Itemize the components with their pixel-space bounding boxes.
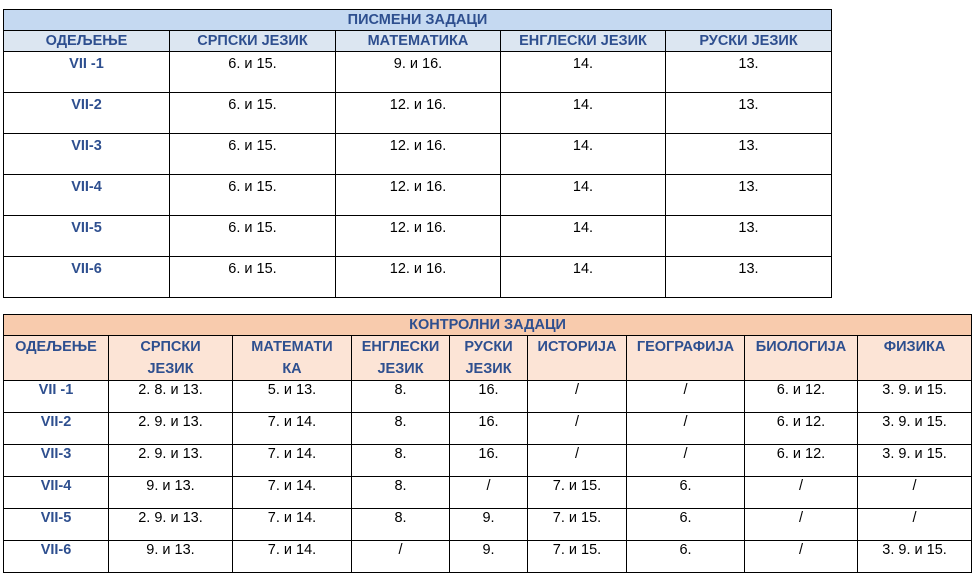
date-cell: 14.	[501, 216, 666, 257]
date-cell: 6. и 15.	[170, 257, 336, 298]
class-cell: VII-4	[4, 477, 109, 509]
date-cell: 12. и 16.	[336, 93, 501, 134]
date-cell: /	[745, 477, 858, 509]
column-header-line: ЈЕЗИК	[147, 361, 194, 377]
class-cell: VII-6	[4, 541, 109, 573]
table-row	[4, 477, 972, 509]
date-cell: /	[528, 381, 627, 413]
date-cell: 3. 9. и 15.	[858, 381, 972, 413]
date-cell: 16.	[450, 381, 528, 413]
date-cell: 3. 9. и 15.	[858, 541, 972, 573]
date-cell: 7. и 14.	[233, 509, 352, 541]
date-cell: 8.	[352, 445, 450, 477]
control-tests-title: КОНТРОЛНИ ЗАДАЦИ	[4, 315, 972, 336]
date-cell: 13.	[666, 52, 832, 93]
date-cell: 6.	[627, 541, 745, 573]
date-cell: 14.	[501, 52, 666, 93]
date-cell: 6. и 15.	[170, 175, 336, 216]
date-cell: 6. и 15.	[170, 134, 336, 175]
date-cell: 8.	[352, 509, 450, 541]
column-header-line: ЈЕЗИК	[465, 361, 512, 377]
date-cell: 14.	[501, 93, 666, 134]
date-cell: /	[528, 413, 627, 445]
date-cell: 13.	[666, 216, 832, 257]
class-cell: VII-3	[4, 445, 109, 477]
column-header-line: ФИЗИКА	[883, 339, 946, 355]
written-tests-table	[3, 9, 832, 298]
date-cell: 3. 9. и 15.	[858, 445, 972, 477]
column-header	[233, 336, 352, 381]
date-cell: 7. и 14.	[233, 541, 352, 573]
date-cell: 7. и 15.	[528, 509, 627, 541]
column-header: РУСКИ ЈЕЗИК	[666, 31, 832, 52]
date-cell: 9. и 13.	[109, 541, 233, 573]
date-cell: /	[858, 509, 972, 541]
date-cell: 9.	[450, 509, 528, 541]
date-cell: 6. и 12.	[745, 445, 858, 477]
table-row	[4, 216, 832, 257]
class-cell: VII-6	[4, 257, 170, 298]
column-header	[4, 336, 109, 381]
column-header	[352, 336, 450, 381]
column-header	[745, 336, 858, 381]
table-row	[4, 381, 972, 413]
column-header-line: МАТЕМАТИ	[251, 339, 333, 355]
table-row	[4, 175, 832, 216]
table-row	[4, 413, 972, 445]
class-cell: VII-5	[4, 509, 109, 541]
date-cell: 6. и 15.	[170, 93, 336, 134]
date-cell: 2. 9. и 13.	[109, 413, 233, 445]
date-cell: 3. 9. и 15.	[858, 413, 972, 445]
date-cell: 5. и 13.	[233, 381, 352, 413]
date-cell: 14.	[501, 134, 666, 175]
date-cell: 7. и 15.	[528, 477, 627, 509]
column-header-line: КА	[282, 361, 302, 377]
table-row	[4, 445, 972, 477]
date-cell: 9. и 16.	[336, 52, 501, 93]
date-cell: 2. 9. и 13.	[109, 445, 233, 477]
date-cell: 12. и 16.	[336, 134, 501, 175]
column-header	[627, 336, 745, 381]
date-cell: 12. и 16.	[336, 216, 501, 257]
control-tests-table	[3, 314, 972, 573]
date-cell: /	[745, 541, 858, 573]
column-header: МАТЕМАТИКА	[336, 31, 501, 52]
date-cell: 7. и 14.	[233, 477, 352, 509]
date-cell: 6. и 12.	[745, 381, 858, 413]
date-cell: /	[528, 445, 627, 477]
table-row	[4, 509, 972, 541]
date-cell: 13.	[666, 175, 832, 216]
date-cell: 12. и 16.	[336, 257, 501, 298]
column-header	[528, 336, 627, 381]
column-header-line: ЈЕЗИК	[377, 361, 424, 377]
column-header-line: БИОЛОГИЈА	[755, 339, 847, 355]
date-cell: 6.	[627, 509, 745, 541]
column-header-line: СРПСКИ	[140, 339, 201, 355]
date-cell: /	[450, 477, 528, 509]
date-cell: /	[352, 541, 450, 573]
written-tests-title: ПИСМЕНИ ЗАДАЦИ	[4, 10, 832, 31]
table-row	[4, 52, 832, 93]
date-cell: 9.	[450, 541, 528, 573]
table-row	[4, 257, 832, 298]
column-header-line: РУСКИ	[464, 339, 513, 355]
column-header-line: ЕНГЛЕСКИ	[361, 339, 440, 355]
date-cell: 7. и 14.	[233, 413, 352, 445]
class-cell: VII-2	[4, 413, 109, 445]
column-header-line: ГЕОГРАФИЈА	[636, 339, 735, 355]
date-cell: 7. и 15.	[528, 541, 627, 573]
date-cell: 12. и 16.	[336, 175, 501, 216]
date-cell: 2. 9. и 13.	[109, 509, 233, 541]
date-cell: 13.	[666, 134, 832, 175]
table-row	[4, 93, 832, 134]
date-cell: 6. и 15.	[170, 216, 336, 257]
date-cell: /	[858, 477, 972, 509]
date-cell: 14.	[501, 175, 666, 216]
table-row	[4, 134, 832, 175]
date-cell: 9. и 13.	[109, 477, 233, 509]
date-cell: 7. и 14.	[233, 445, 352, 477]
class-cell: VII-4	[4, 175, 170, 216]
date-cell: 16.	[450, 413, 528, 445]
date-cell: 13.	[666, 93, 832, 134]
class-cell: VII -1	[4, 52, 170, 93]
date-cell: 14.	[501, 257, 666, 298]
column-header: СРПСКИ ЈЕЗИК	[170, 31, 336, 52]
date-cell: /	[627, 445, 745, 477]
date-cell: 8.	[352, 477, 450, 509]
column-header: ОДЕЉЕЊЕ	[4, 31, 170, 52]
class-cell: VII-5	[4, 216, 170, 257]
class-cell: VII-2	[4, 93, 170, 134]
column-header-line: ОДЕЉЕЊЕ	[15, 339, 97, 355]
class-cell: VII-3	[4, 134, 170, 175]
column-header: ЕНГЛЕСКИ ЈЕЗИК	[501, 31, 666, 52]
date-cell: /	[627, 381, 745, 413]
date-cell: /	[745, 509, 858, 541]
date-cell: 16.	[450, 445, 528, 477]
date-cell: 2. 8. и 13.	[109, 381, 233, 413]
column-header	[109, 336, 233, 381]
date-cell: 6. и 12.	[745, 413, 858, 445]
date-cell: 6. и 15.	[170, 52, 336, 93]
column-header-line: ИСТОРИЈА	[537, 339, 617, 355]
table-row	[4, 541, 972, 573]
date-cell: 8.	[352, 381, 450, 413]
column-header	[450, 336, 528, 381]
date-cell: /	[627, 413, 745, 445]
class-cell: VII -1	[4, 381, 109, 413]
date-cell: 13.	[666, 257, 832, 298]
column-header	[858, 336, 972, 381]
date-cell: 8.	[352, 413, 450, 445]
date-cell: 6.	[627, 477, 745, 509]
